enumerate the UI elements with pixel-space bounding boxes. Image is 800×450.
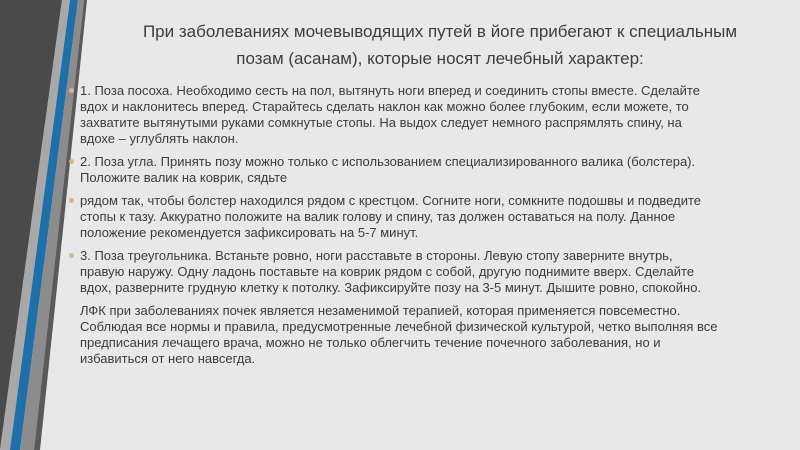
paragraph-staff-pose: 1. Поза посоха. Необходимо сесть на пол, вытянуть ноги вперед и соединить стопы вместе. Сделайте вдох и наклонитесь вперед. Старайтесь сделать наклон как можно более глубоким, если можете, то захватите вытянутыми руками сомкнутые стопы. На выдох следует немного распрямлять спину, на вдохе – углублять наклон. xyxy=(80,83,720,147)
paragraph-angle-pose: 2. Поза угла. Принять позу можно только с использованием специализированного валика (болстера). Положите валик на коврик, сядьте xyxy=(80,154,720,186)
slide-body xyxy=(80,83,720,374)
paragraph-angle-pose-continued: рядом так, чтобы болстер находился рядом с крестцом. Согните ноги, сомкните подошвы и подведите стопы к тазу. Аккуратно положите на валик голову и спину, таз должен оставаться на полу. Данное положение рекомендуется зафиксировать на 5-7 минут. xyxy=(80,193,720,241)
paragraph-triangle-pose: 3. Поза треугольника. Встаньте ровно, ноги расставьте в стороны. Левую стопу заверните внутрь, правую наружу. Одну ладонь поставьте на коврик рядом с собой, другую поднимите вверх. Сделайте вдох, разверните грудную клетку к потолку. Зафиксируйте позу на 3-5 минут. Дышите ровно, спокойно. xyxy=(80,248,720,296)
paragraph-conclusion: ЛФК при заболеваниях почек является незаменимой терапией, которая применяется повсеместно. Соблюдая все нормы и правила, предусмотренные лечебной физической культурой, четко выполняя все предписания лечащего врача, можно не только облегчить течение почечного заболевания, но и избавиться от него навсегда. xyxy=(80,303,718,366)
slide-title: При заболеваниях мочевыводящих путей в йоге прибегают к специальным позам (асанам), которые носят лечебный характер: xyxy=(142,22,738,68)
